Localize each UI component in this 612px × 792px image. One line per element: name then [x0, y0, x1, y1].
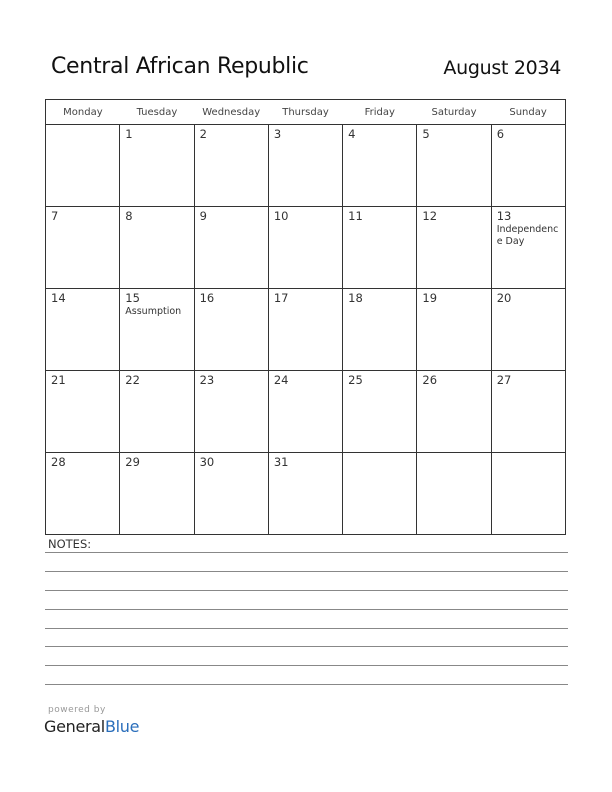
- day-number: 9: [199, 209, 207, 223]
- weekday-tuesday: Tuesday: [120, 100, 194, 125]
- day-cell: [46, 289, 120, 371]
- day-cell: [491, 207, 565, 289]
- day-cell: [417, 125, 491, 207]
- note-line: [45, 628, 568, 629]
- day-number: 6: [496, 127, 505, 141]
- generalblue-logo[interactable]: [44, 717, 139, 736]
- day-cell: [268, 207, 342, 289]
- weekday-saturday: Saturday: [417, 100, 491, 125]
- day-cell: [268, 371, 342, 453]
- weekday-header-row: [46, 100, 566, 125]
- note-line: [45, 684, 568, 685]
- day-cell: [194, 453, 268, 535]
- day-cell: [343, 207, 417, 289]
- note-line: [45, 646, 568, 647]
- calendar-grid: [45, 99, 566, 535]
- day-cell: [120, 125, 194, 207]
- country-title: Central African Republic: [51, 54, 309, 79]
- day-cell: [120, 289, 194, 371]
- day-number: 11: [348, 209, 363, 223]
- day-number: 12: [422, 209, 438, 223]
- note-line: [45, 609, 568, 610]
- day-number: 8: [125, 209, 133, 223]
- day-cell: [46, 125, 120, 207]
- brand-blue: Blue: [104, 717, 140, 736]
- day-number: 7: [51, 209, 59, 223]
- week-row: [46, 453, 566, 535]
- day-number: 20: [496, 291, 512, 305]
- day-number: 17: [273, 291, 289, 305]
- day-cell: [491, 289, 565, 371]
- week-row: [46, 371, 566, 453]
- day-number: 29: [125, 455, 140, 469]
- day-cell: [46, 371, 120, 453]
- day-number: 27: [496, 373, 512, 387]
- day-number: 1: [125, 127, 133, 141]
- day-cell: [491, 125, 565, 207]
- note-line: [45, 552, 568, 553]
- day-cell: [343, 289, 417, 371]
- powered-by-text: powered by: [48, 705, 106, 715]
- day-cell: [491, 371, 565, 453]
- day-cell: [417, 207, 491, 289]
- day-cell: [268, 125, 342, 207]
- day-number: 24: [273, 373, 289, 387]
- day-number: 4: [348, 127, 356, 141]
- day-number: 2: [199, 127, 207, 141]
- day-number: 31: [273, 455, 289, 469]
- day-number: 3: [273, 127, 282, 141]
- weekday-sunday: Sunday: [491, 100, 565, 125]
- month-title: August 2034: [443, 57, 561, 79]
- day-number: 14: [51, 291, 66, 305]
- day-cell: [46, 453, 120, 535]
- weekday-monday: Monday: [46, 100, 120, 125]
- day-number: 22: [125, 373, 140, 387]
- holiday-label: Assumption: [125, 306, 182, 317]
- day-cell: [343, 371, 417, 453]
- day-number: 10: [273, 209, 289, 223]
- note-line: [45, 590, 568, 591]
- day-number: 13: [496, 209, 512, 223]
- day-number: 5: [422, 127, 430, 141]
- day-cell: [491, 453, 565, 535]
- day-number: 21: [51, 373, 66, 387]
- day-cell: [120, 371, 194, 453]
- day-cell: [343, 453, 417, 535]
- day-cell: [417, 453, 491, 535]
- day-cell: [194, 125, 268, 207]
- day-cell: [194, 207, 268, 289]
- day-number: 25: [348, 373, 363, 387]
- day-cell: [417, 371, 491, 453]
- day-cell: [46, 207, 120, 289]
- day-number: 15: [125, 291, 140, 305]
- day-cell: [268, 453, 342, 535]
- day-number: 26: [422, 373, 438, 387]
- note-line: [45, 571, 568, 572]
- day-cell: [120, 453, 194, 535]
- notes-label: NOTES:: [48, 537, 92, 551]
- day-number: 23: [199, 373, 215, 387]
- weekday-thursday: Thursday: [268, 100, 342, 125]
- day-number: 16: [199, 291, 215, 305]
- day-cell: [417, 289, 491, 371]
- day-number: 28: [51, 455, 66, 469]
- day-cell: [343, 125, 417, 207]
- day-cell: [194, 289, 268, 371]
- day-number: 30: [199, 455, 215, 469]
- weekday-wednesday: Wednesday: [194, 100, 268, 125]
- note-line: [45, 665, 568, 666]
- week-row: [46, 125, 566, 207]
- day-number: 19: [422, 291, 438, 305]
- day-cell: [268, 289, 342, 371]
- day-cell: [194, 371, 268, 453]
- day-number: 18: [348, 291, 363, 305]
- brand-general: General: [44, 717, 105, 736]
- day-cell: [120, 207, 194, 289]
- weekday-friday: Friday: [343, 100, 417, 125]
- week-row: [46, 207, 566, 289]
- week-row: [46, 289, 566, 371]
- holiday-label: Independence Day: [496, 224, 559, 247]
